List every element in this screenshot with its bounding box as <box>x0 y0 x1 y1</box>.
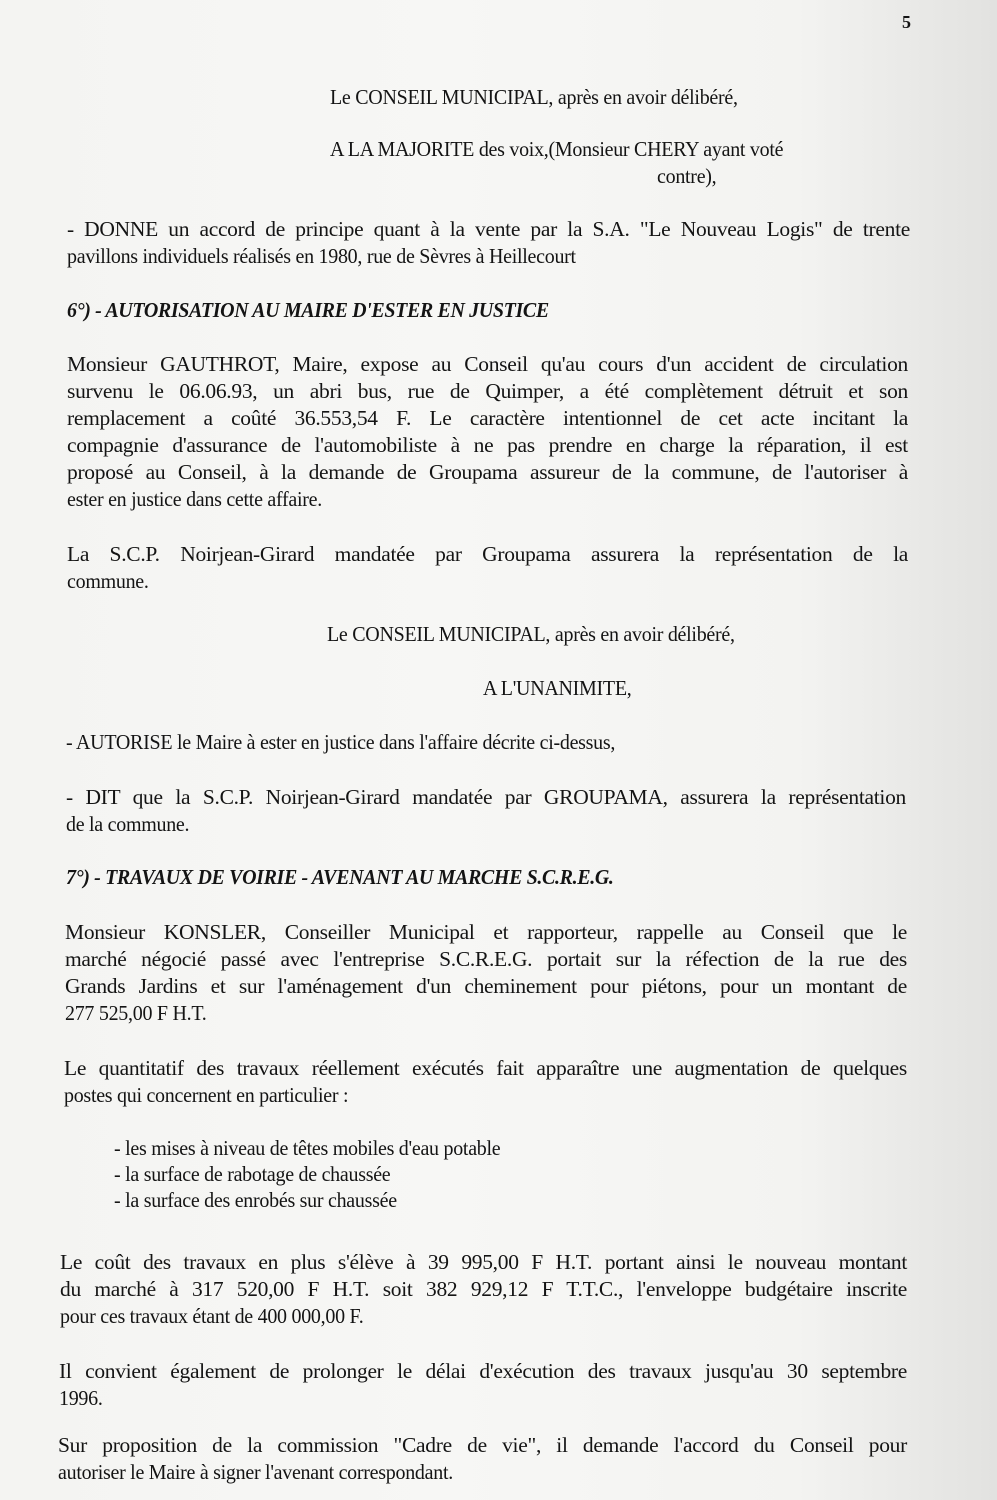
decision-donne <box>67 216 910 270</box>
decision-autorise: - AUTORISE le Maire à ester en justice dans l'affaire décrite ci-dessus, <box>66 730 616 754</box>
council-deliberation-line: Le CONSEIL MUNICIPAL, après en avoir délibéré, <box>330 85 738 109</box>
section-6-paragraph-1 <box>67 351 908 513</box>
text-line: Il convient également de prolonger le délai d'exécution des travaux jusqu'au 30 septembre <box>59 1359 907 1383</box>
section-7-paragraph-1 <box>65 919 907 1027</box>
text-line: compagnie d'assurance de l'automobiliste à ne pas prendre en charge la réparation, il est <box>67 433 908 457</box>
text-line: Sur proposition de la commission "Cadre de vie", il demande l'accord du Conseil pour <box>58 1433 907 1457</box>
text-line: pavillons individuels réalisés en 1980, rue de Sèvres à Heillecourt <box>67 244 576 268</box>
list-item: - la surface de rabotage de chaussée <box>114 1162 391 1186</box>
text-line: proposé au Conseil, à la demande de Groupama assureur de la commune, de l'autoriser à <box>67 460 908 484</box>
section-6-paragraph-2 <box>67 541 908 595</box>
text-line: Le quantitatif des travaux réellement exécutés fait apparaître une augmentation de quelques <box>64 1056 907 1080</box>
text-line: 1996. <box>59 1386 103 1410</box>
unanimity-line: A L'UNANIMITE, <box>483 676 632 700</box>
text-line: La S.C.P. Noirjean-Girard mandatée par Groupama assurera la représentation de la <box>67 542 908 566</box>
text-line: Monsieur KONSLER, Conseiller Municipal et rapporteur, rappelle au Conseil que le <box>65 920 907 944</box>
text-line: du marché à 317 520,00 F H.T. soit 382 929,12 F T.T.C., l'enveloppe budgétaire inscrite <box>60 1277 907 1301</box>
decision-dit <box>66 784 906 838</box>
text-line: - DIT que la S.C.P. Noirjean-Girard mandatée par GROUPAMA, assurera la représentation <box>66 785 906 809</box>
text-line: marché négocié passé avec l'entreprise S.C.R.E.G. portait sur la réfection de la rue des <box>65 947 907 971</box>
section-7-paragraph-4 <box>59 1358 907 1412</box>
text-line: remplacement a coûté 36.553,54 F. Le caractère intentionnel de cet acte incitant la <box>67 406 908 430</box>
text-line: Grands Jardins et sur l'aménagement d'un cheminement pour piétons, pour un montant de <box>65 974 907 998</box>
vote-result-line-cont: contre), <box>657 164 717 188</box>
list-item: - les mises à niveau de têtes mobiles d'eau potable <box>114 1136 501 1160</box>
vote-result-line: A LA MAJORITE des voix,(Monsieur CHERY ayant voté <box>330 137 784 161</box>
council-deliberation-line-2: Le CONSEIL MUNICIPAL, après en avoir délibéré, <box>327 622 735 646</box>
section-7-heading: 7°) - TRAVAUX DE VOIRIE - AVENANT AU MARCHE S.C.R.E.G. <box>66 865 614 889</box>
text-line: de la commune. <box>66 812 190 836</box>
text-line: survenu le 06.06.93, un abri bus, rue de Quimper, a été complètement détruit et son <box>67 379 908 403</box>
text-line: autoriser le Maire à signer l'avenant correspondant. <box>58 1460 453 1484</box>
text-line: Le coût des travaux en plus s'élève à 39 995,00 F H.T. portant ainsi le nouveau montant <box>60 1250 907 1274</box>
section-7-paragraph-5 <box>58 1432 907 1486</box>
text-line: commune. <box>67 569 149 593</box>
section-7-paragraph-3 <box>60 1249 907 1330</box>
text-line: postes qui concernent en particulier : <box>64 1083 349 1107</box>
list-item: - la surface des enrobés sur chaussée <box>114 1188 397 1212</box>
page-number: 5 <box>902 12 911 32</box>
section-6-heading: 6°) - AUTORISATION AU MAIRE D'ESTER EN JUSTICE <box>67 298 549 322</box>
section-7-paragraph-2 <box>64 1055 907 1109</box>
text-line: - DONNE un accord de principe quant à la vente par la S.A. "Le Nouveau Logis" de trente <box>67 217 910 241</box>
text-line: ester en justice dans cette affaire. <box>67 487 322 511</box>
text-line: pour ces travaux étant de 400 000,00 F. <box>60 1304 364 1328</box>
text-line: Monsieur GAUTHROT, Maire, expose au Conseil qu'au cours d'un accident de circulation <box>67 352 908 376</box>
text-line: 277 525,00 F H.T. <box>65 1001 207 1025</box>
